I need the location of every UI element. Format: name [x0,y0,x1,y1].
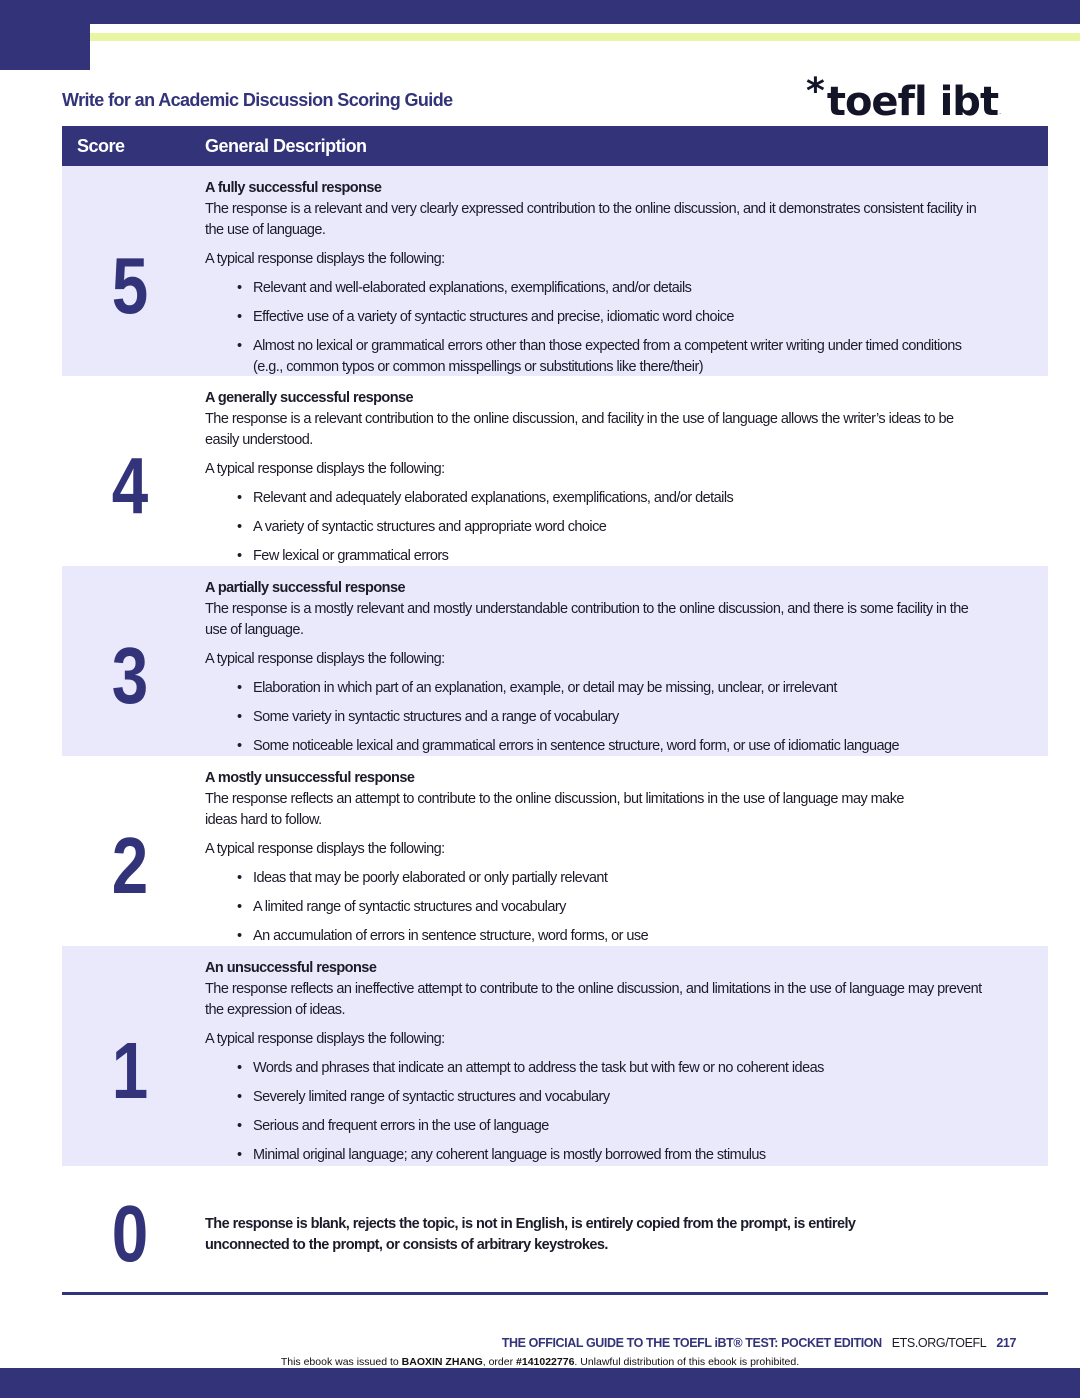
response-title: A partially successful response [205,580,406,596]
score-row-2 [62,756,1048,946]
score-description [205,958,985,1166]
notice-prefix: This ebook was issued to [280,1356,402,1368]
response-summary: The response is a mostly relevant and mostly understandable contribution to the online discussion, and there is some facility in the use of language. [205,601,969,638]
score-row-1 [62,946,1048,1166]
bottom-divider [62,1292,1048,1295]
score-number: 3 [111,631,149,720]
column-header-description: General Description [205,136,367,156]
page-number: 217 [996,1336,1016,1350]
score-number: 1 [111,1026,149,1115]
score-row-5 [62,166,1048,376]
response-summary: The response reflects an ineffective attempt to contribute to the online discussion, and limitations in the use of language may prevent the expression of ideas. [205,981,982,1018]
list-item: • Some noticeable lexical and grammatical errors in sentence structure, word form, or use of idiomatic language [205,736,985,757]
list-item: • Relevant and adequately elaborated explanations, exemplifications, and/or details [205,488,985,509]
response-summary: The response reflects an attempt to contribute to the online discussion, but limitations in the use of language may make ideas hard to follow. [205,791,904,828]
criteria-list [205,1058,985,1166]
toefl-ibt-logo [806,70,1020,125]
score-description [205,178,985,378]
guide-title: Write for an Academic Discussion Scoring Guide [62,90,453,110]
page-footer [502,1336,1016,1350]
score-description [205,578,985,757]
list-item: • Relevant and well-elaborated explanations, exemplifications, and/or details [205,278,985,299]
asterisk-icon: * [806,71,825,112]
distribution-notice [0,1356,1080,1368]
response-title: An unsuccessful response [205,960,377,976]
criteria-list [205,868,985,947]
typical-response-intro: A typical response displays the following: [205,651,445,667]
response-title: A generally successful response [205,390,414,406]
list-item: • Effective use of a variety of syntactic structures and precise, idiomatic word choice [205,307,985,328]
list-item: • Serious and frequent errors in the use of language [205,1116,985,1137]
score-number: 4 [111,441,149,530]
response-title: A mostly unsuccessful response [205,770,415,786]
logo-registered-mark: . [999,109,1002,116]
column-header-score: Score [77,136,125,156]
criteria-list [205,488,985,567]
score-row-4 [62,376,1048,566]
accent-line [90,33,1080,41]
list-item: • Words and phrases that indicate an attempt to address the task but with few or no coherent ideas [205,1058,985,1079]
typical-response-intro: A typical response displays the following: [205,841,445,857]
score-number: 0 [111,1189,149,1278]
notice-suffix: . Unlawful distribution of this ebook is prohibited. [574,1356,800,1368]
score-number: 2 [111,821,149,910]
notice-mid: , order [482,1356,517,1368]
typical-response-intro: A typical response displays the following: [205,461,445,477]
top-color-band [0,0,1080,24]
list-item: • Severely limited range of syntactic structures and vocabulary [205,1087,985,1108]
list-item: • A variety of syntactic structures and appropriate word choice [205,517,985,538]
score-description: The response is blank, rejects the topic, is not in English, is entirely copied from the prompt, is entirely unconnected to the prompt, or consists of arbitrary keystrokes. [205,1216,856,1253]
criteria-list [205,278,985,378]
response-summary: The response is a relevant contribution to the online discussion, and facility in the use of language allows the writer’s ideas to be easily understood. [205,411,954,448]
logo-text: toefl ibt [826,79,999,125]
book-title: THE OFFICIAL GUIDE TO THE TOEFL iBT® TEST: POCKET EDITION [501,1336,882,1350]
website-link[interactable]: ETS.ORG/TOEFL [891,1336,987,1350]
response-summary: The response is a relevant and very clearly expressed contribution to the online discussion, and it demonstrates consistent facility in the use of language. [205,201,977,238]
list-item: • Almost no lexical or grammatical errors other than those expected from a competent writer writing under timed conditions (e.g., common typos or common misspellings or substitutions like there/their) [205,336,985,378]
notice-name: BAOXIN ZHANG [401,1356,483,1368]
list-item: • Minimal original language; any coherent language is mostly borrowed from the stimulus [205,1145,985,1166]
typical-response-intro: A typical response displays the following: [205,251,445,267]
score-row-0 [62,1166,1048,1286]
score-description [205,388,985,567]
table-header [62,126,1048,166]
score-row-3 [62,566,1048,756]
list-item: • Few lexical or grammatical errors [205,546,985,567]
list-item: • A limited range of syntactic structures and vocabulary [205,897,985,918]
list-item: • Some variety in syntactic structures and a range of vocabulary [205,707,985,728]
response-title: A fully successful response [205,180,382,196]
score-number: 5 [111,241,149,330]
notice-order: #141022776 [516,1356,575,1368]
top-left-tab [0,24,90,70]
list-item: • Ideas that may be poorly elaborated or only partially relevant [205,868,985,889]
criteria-list [205,678,985,757]
typical-response-intro: A typical response displays the following: [205,1031,445,1047]
bottom-color-band [0,1368,1080,1398]
list-item: • An accumulation of errors in sentence structure, word forms, or use [205,926,985,947]
score-description [205,768,985,947]
list-item: • Elaboration in which part of an explanation, example, or detail may be missing, unclear, or irrelevant [205,678,985,699]
